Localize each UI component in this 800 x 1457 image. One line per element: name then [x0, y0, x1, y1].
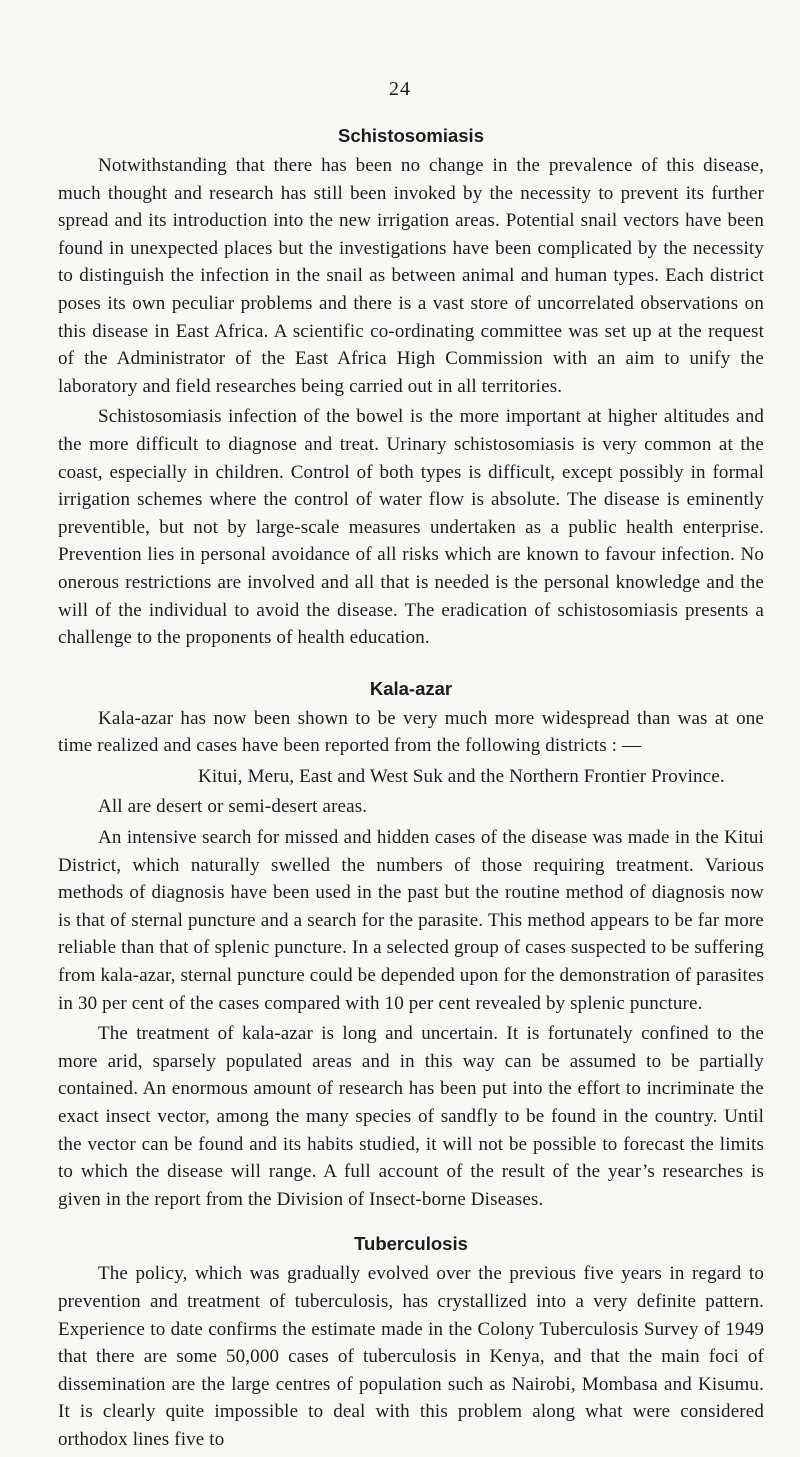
section-spacer [58, 655, 764, 675]
paragraph: Schistosomiasis infection of the bowel is the more important at higher altitudes and the more difficult to diagnose and treat. Urinary schistosomiasis is very common at the coast, especially in children. Control of both types is difficult, except possibly in formal irrigation schemes where the control of water flow is absolute. The disease is eminently preventible, but not by large-scale measures undertaken as a public health enterprise. Prevention lies in personal avoidance of all risks which are known to favour infection. No onerous restrictions are involved and all that is needed is the personal knowledge and the will of the individual to avoid the disease. The eradication of schistosomiasis presents a challenge to the proponents of health education. [58, 406, 764, 649]
section-heading-tuberculosis: Tuberculosis [354, 1233, 468, 1255]
section-kala-azar [58, 675, 764, 1214]
district-list: Kitui, Meru, East and West Suk and the Northern Frontier Province. [198, 765, 725, 787]
paragraph: An intensive search for missed and hidden cases of the disease was made in the Kitui District, which naturally swelled the numbers of those requiring treatment. Various methods of diagnosis have been used in the past but the routine method of diagnosis now is that of sternal puncture and a search for the parasite. This method appears to be far more reliable than that of splenic puncture. In a selected group of cases suspected to be suffering from kala-azar, sternal puncture could be depended upon for the demonstration of parasites in 30 per cent of the cases compared with 10 per cent revealed by splenic puncture. [58, 827, 764, 1014]
page-number: 24 [389, 78, 411, 100]
section-heading-kala-azar: Kala-azar [369, 677, 453, 699]
paragraph: All are desert or semi-desert areas. [98, 796, 368, 818]
paragraph: The treatment of kala-azar is long and uncertain. It is fortunately confined to the more arid, sparsely populated areas and in this way can be assumed to be partially contained. An enormous amount of research has been put into the effort to incriminate the exact insect vector, among the many species of sandfly to be found in the country. Until the vector can be found and its habits studied, it will not be possible to forecast the limits to which the disease will range. A full account of the result of the year’s researches is given in the report from the Division of Insect-borne Diseases. [58, 1023, 764, 1210]
section-spacer [58, 1216, 764, 1230]
paragraph: The policy, which was gradually evolved over the previous five years in regard to prevention and treatment of tuberculosis, has crystallized into a very definite pattern. Experience to date confirms the estimate made in the Colony Tuberculosis Survey of 1949 that there are some 50,000 cases of tuberculosis in Kenya, and that the main foci of dissemination are the large centres of population such as Nairobi, Mombasa and Kisumu. It is clearly quite impossible to deal with this problem along what were considered orthodox lines five to [58, 1263, 764, 1450]
paragraph: Notwithstanding that there has been no change in the prevalence of this disease, much thought and research has still been invoked by the necessity to prevent its further spread and its introduction into the new irrigation areas. Potential snail vectors have been found in unexpected places but the investigations have been complicated by the necessity to distinguish the infection in the snail as between animal and human types. Each district poses its own peculiar problems and there is a vast store of uncorrelated observations on this disease in East Africa. A scientific co-ordinating committee was set up at the request of the Administrator of the East Africa High Commission with an aim to unify the laboratory and field researches being carried out in all territories. [58, 155, 764, 397]
paragraph: Kala-azar has now been shown to be very much more widespread than was at one time realized and cases have been reported from the following districts : — [58, 707, 764, 757]
section-tuberculosis [58, 1230, 764, 1453]
section-heading-schistosomiasis: Schistosomiasis [337, 125, 484, 146]
section-schistosomiasis [58, 122, 764, 652]
page-content [58, 122, 764, 1457]
